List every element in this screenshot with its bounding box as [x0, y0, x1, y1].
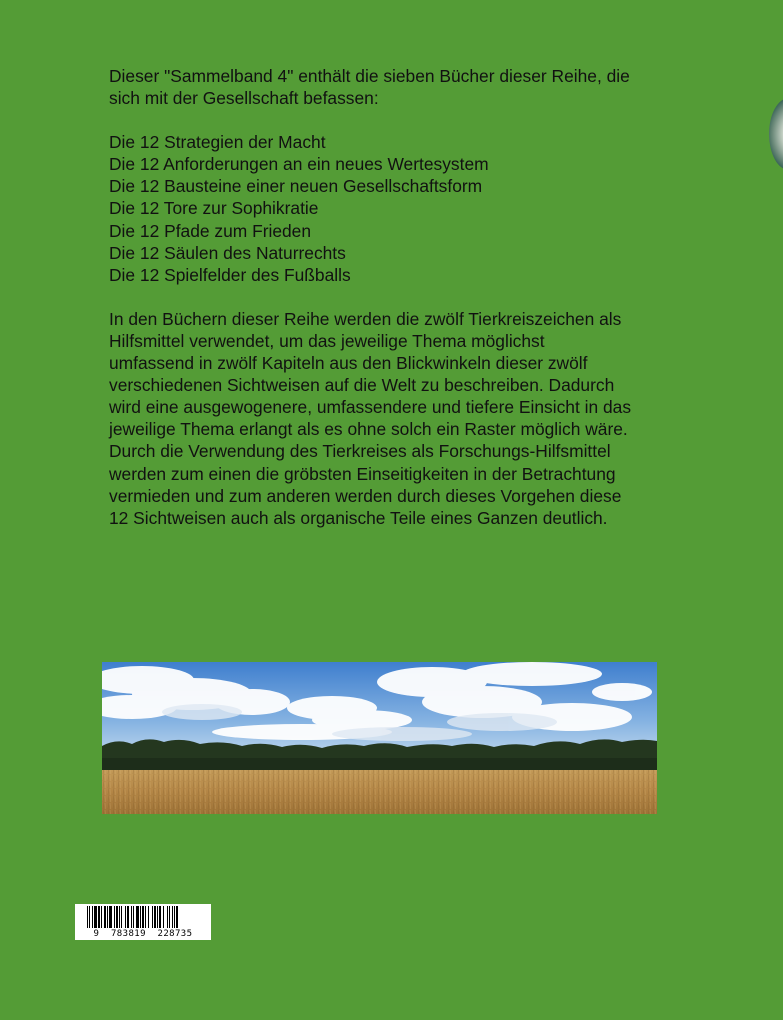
barcode-bar — [114, 906, 115, 928]
back-cover-text — [109, 65, 669, 551]
intro-line: sich mit der Gesellschaft befassen: — [109, 88, 379, 109]
description-line: wird eine ausgewogenere, umfassendere und tiefere Einsicht in das — [109, 397, 632, 418]
description-line: vermieden und zum anderen werden durch dieses Vorgehen diese — [109, 485, 622, 506]
barcode-bar — [163, 906, 164, 928]
barcode-bar — [127, 906, 129, 928]
book-title: Die 12 Strategien der Macht — [109, 132, 326, 153]
book-title: Die 12 Spielfelder des Fußballs — [109, 264, 351, 285]
barcode-bar — [89, 906, 90, 928]
intro-paragraph — [109, 65, 669, 109]
barcode-bar — [133, 906, 134, 928]
barcode-bar — [174, 906, 175, 928]
book-title: Die 12 Anforderungen an ein neues Wertesystem — [109, 154, 489, 175]
barcode-bar — [152, 906, 153, 928]
landscape-illustration — [102, 662, 657, 814]
description-line: 12 Sichtweisen auch als organische Teile eines Ganzen deutlich. — [109, 507, 608, 528]
book-title: Die 12 Bausteine einer neuen Gesellschaftsform — [109, 176, 483, 197]
barcode-bar — [169, 906, 170, 928]
barcode-bar — [125, 906, 126, 928]
description-line: In den Büchern dieser Reihe werden die zwölf Tierkreiszeichen als — [109, 308, 622, 329]
barcode-bar — [119, 906, 120, 928]
book-title: Die 12 Säulen des Naturrechts — [109, 242, 346, 263]
barcode-bar — [98, 906, 100, 928]
barcode-bar — [176, 906, 178, 928]
description-line: verschiedenen Sichtweisen auf die Welt zu beschreiben. Dadurch — [109, 375, 615, 396]
barcode-bar — [148, 906, 149, 928]
barcode-bar — [92, 906, 93, 928]
barcode-bar — [94, 906, 97, 928]
barcode-bar — [104, 906, 106, 928]
barcode-bar — [109, 906, 112, 928]
book-list — [109, 131, 669, 286]
barcode-bar — [140, 906, 141, 928]
isbn-barcode — [75, 904, 211, 940]
barcode-bar — [131, 906, 132, 928]
book-title: Die 12 Tore zur Sophikratie — [109, 198, 319, 219]
barcode-bar — [142, 906, 144, 928]
description-line: werden zum einen die gröbsten Einseitigkeiten in der Betrachtung — [109, 463, 616, 484]
barcode-bar — [157, 906, 158, 928]
barcode-bar — [107, 906, 108, 928]
book-title: Die 12 Pfade zum Frieden — [109, 220, 312, 241]
description-line: umfassend in zwölf Kapiteln aus den Blickwinkeln dieser zwölf — [109, 353, 588, 374]
cover-edge-ornament — [769, 98, 783, 170]
barcode-bar — [136, 906, 139, 928]
barcode-bar — [167, 906, 168, 928]
barcode-bar — [159, 906, 161, 928]
description-line: Hilfsmittel verwendet, um das jeweilige Thema möglichst — [109, 330, 545, 351]
barcode-bar — [116, 906, 118, 928]
barcode-bars — [75, 904, 211, 930]
intro-line: Dieser "Sammelband 4" enthält die sieben Bücher dieser Reihe, die — [109, 66, 630, 86]
barcode-bar — [121, 906, 122, 928]
description-line: Durch die Verwendung des Tierkreises als Forschungs-Hilfsmittel — [109, 441, 611, 462]
barcode-bar — [154, 906, 156, 928]
barcode-bar — [87, 906, 88, 928]
isbn-number: 9 783819 228735 — [93, 929, 193, 939]
description-line: jeweilige Thema erlangt als es ohne solch ein Raster möglich wäre. — [109, 419, 628, 440]
barcode-bar — [145, 906, 146, 928]
barcode-bar — [101, 906, 102, 928]
barcode-bar — [172, 906, 173, 928]
description-paragraph — [109, 308, 669, 529]
landscape-photo — [102, 662, 657, 814]
